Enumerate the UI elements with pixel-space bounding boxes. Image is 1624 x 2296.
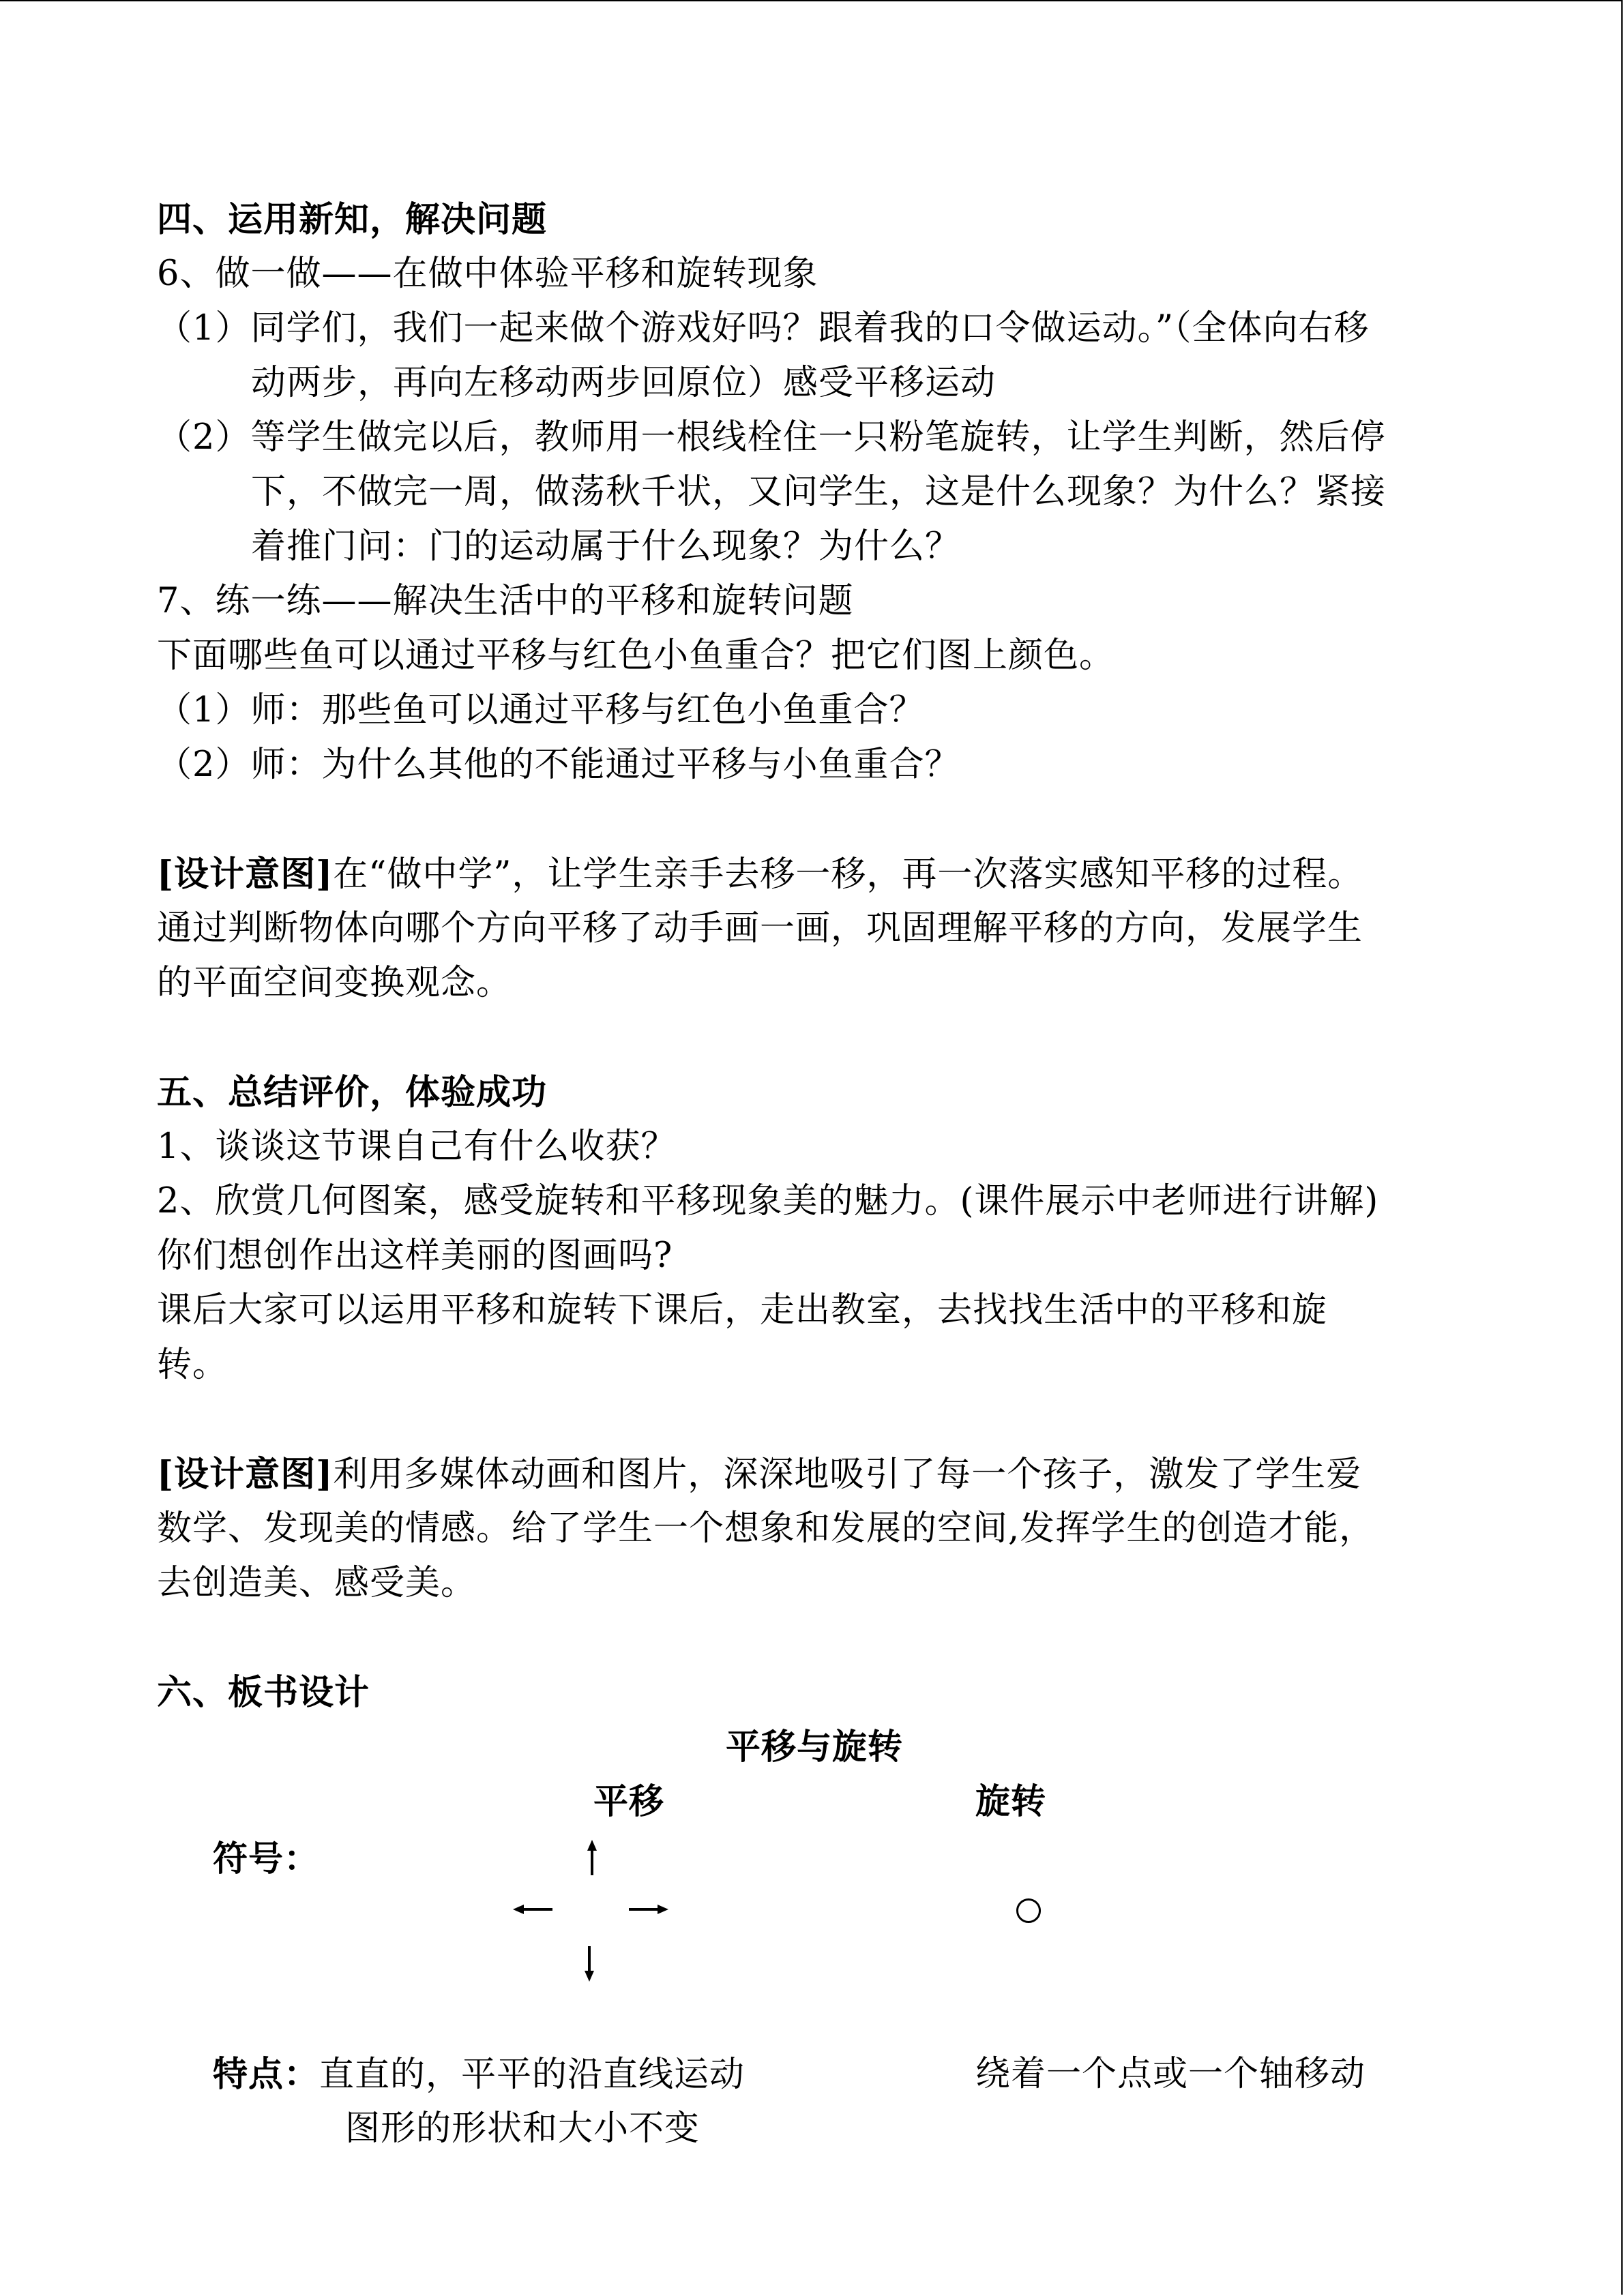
design-intent-2-text: 利用多媒体动画和图片，深深地吸引了每一个孩子，激发了学生爱: [333, 1455, 1362, 1495]
board-feature-label: 特点：: [213, 2054, 320, 2095]
arrow-down-icon: [576, 1945, 603, 1983]
item-6-part-2-line-1: （2）等学生做完以后，教师用一根线栓住一只粉笔旋转，让学生判断，然后停: [157, 417, 1386, 458]
section-5-item-2-line-4: 转。: [157, 1345, 228, 1385]
item-6-part-2-line-2: 下，不做完一周，做荡秋千状，又问学生，这是什么现象？为什么？紧接: [251, 472, 1387, 512]
design-intent-1-label: [设计意图]: [157, 854, 334, 895]
section-5-item-2-line-2: 你们想创作出这样美丽的图画吗?: [157, 1236, 673, 1276]
arrow-up-icon: [578, 1838, 606, 1877]
arrow-left-icon: [512, 1897, 554, 1922]
item-6-part-1-line-1: （1）同学们，我们一起来做个游戏好吗？跟着我的口令做运动。”（全体向右移: [157, 308, 1370, 348]
board-feature-row: [213, 2054, 745, 2096]
item-7-intro: 下面哪些鱼可以通过平移与红色小鱼重合？把它们图上颜色。: [157, 636, 1115, 676]
feature-rotate: 绕着一个点或一个轴移动: [975, 2054, 1366, 2094]
item-6-part-2-line-3: 着推门问：门的运动属于什么现象？为什么？: [251, 526, 961, 567]
section-5-item-2-line-3: 课后大家可以运用平移和旋转下课后，走出教室，去找找生活中的平移和旋: [157, 1290, 1328, 1330]
board-symbol-label: 符号：: [213, 1838, 320, 1879]
section-4-heading: 四、运用新知，解决问题: [157, 199, 548, 240]
section-5-item-2: 2、欣赏几何图案，感受旋转和平移现象美的魅力。(课件展示中老师进行讲解): [157, 1181, 1379, 1221]
item-6-part-1-line-2: 动两步，再向左移动两步回原位）感受平移运动: [251, 363, 996, 403]
section-6-heading: 六、板书设计: [157, 1672, 370, 1713]
design-intent-1-line-2: 通过判断物体向哪个方向平移了动手画一画，巩固理解平移的方向，发展学生: [157, 908, 1363, 949]
design-intent-2-label: [设计意图]: [157, 1454, 334, 1495]
design-intent-2-line-1: [157, 1454, 1361, 1495]
item-7-question-1: （1）师：那些鱼可以通过平移与红色小鱼重合？: [157, 690, 925, 730]
design-intent-2-line-2: 数学、发现美的情感。给了学生一个想象和发展的空间,发挥学生的创造才能，: [157, 1508, 1375, 1549]
board-title: 平移与旋转: [726, 1727, 904, 1768]
feature-translate-line-2: 图形的形状和大小不变: [345, 2108, 700, 2149]
board-column-translate: 平移: [593, 1781, 665, 1822]
board-column-rotate: 旋转: [975, 1781, 1047, 1822]
item-6-title: 6、做一做——在做中体验平移和旋转现象: [157, 254, 818, 294]
section-5-heading: 五、总结评价，体验成功: [157, 1072, 548, 1113]
item-7-title: 7、练一练——解决生活中的平移和旋转问题: [157, 581, 854, 621]
design-intent-1-line-3: 的平面空间变换观念。: [157, 963, 512, 1003]
section-5-item-1: 1、谈谈这节课自己有什么收获？: [157, 1127, 677, 1167]
design-intent-1-text: 在“做中学”，让学生亲手去移一移，再一次落实感知平移的过程。: [333, 854, 1363, 895]
item-7-question-2: （2）师：为什么其他的不能通过平移与小鱼重合？: [157, 745, 960, 785]
feature-translate-line-1: 直直的，平平的沿直线运动: [319, 2055, 745, 2095]
rotation-circle-icon: [1016, 1898, 1041, 1923]
arrow-right-icon: [628, 1897, 670, 1922]
design-intent-1-line-1: [157, 854, 1363, 895]
design-intent-2-line-3: 去创造美、感受美。: [157, 1563, 477, 1603]
